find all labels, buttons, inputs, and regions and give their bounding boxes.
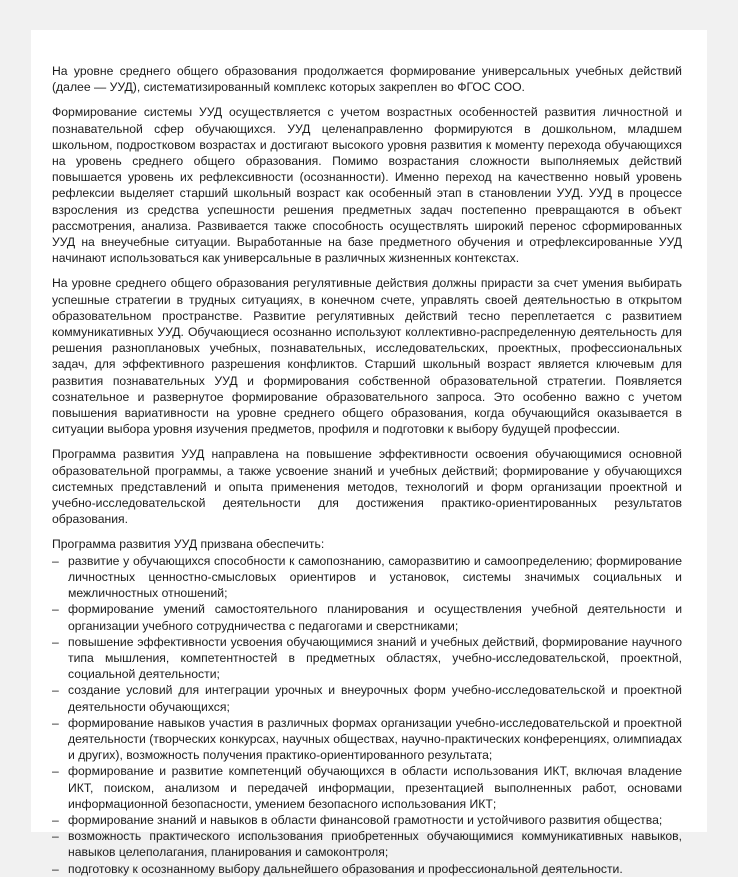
paragraph-uud-system: Формирование системы УУД осуществляется с учетом возрастных особенностей развития личностной и познавательной сфер обучающихся. УУД целенаправленно формируются в дошкольном, младшем школьном, подростковом возрастах и достигают высокого уровня развития к моменту перехода обучающихся на уровень среднего общего образования. Помимо возрастания сложности выполняемых действий повышается уровень их рефлексивности (осознанности). Именно переход на качественно новый уровень рефлексии выделяет старший школьный возраст как особенный этап в становлении УУД. УУД в процессе взросления из средства успешности решения предметных задач постепенно превращаются в объект рассмотрения, анализа. Развивается также способность осуществлять широкий перенос сформированных УУД на внеучебные ситуации. Выработанные на базе предметного обучения и отрефлексированные УУД начинают использоваться как универсальные в различных жизненных контекстах. — [52, 105, 682, 266]
list-item-text: подготовку к осознанному выбору дальнейшего образования и профессиональной деятельности. — [68, 861, 623, 876]
dash-bullet: – — [52, 829, 59, 844]
list-item-text: формирование знаний и навыков в области финансовой грамотности и устойчивого развития общества; — [68, 812, 663, 827]
list-item-text: повышение эффективности усвоения обучающимися знаний и учебных действий, формирование научного типа мышления, компетентностей в предметных областях, учебно-исследовательской, проектной, социальной деятельности; — [68, 634, 682, 682]
list-item — [52, 715, 682, 764]
dash-bullet: – — [52, 602, 59, 617]
paragraph-regulatory-actions: На уровне среднего общего образования регулятивные действия должны прирасти за счет умения выбирать успешные стратегии в трудных ситуациях, в конечном счете, управлять своей деятельностью в открытом образовательном пространстве. Развитие регулятивных действий тесно переплетается с развитием коммуникативных УУД. Обучающиеся осознанно используют коллективно-распределенную деятельность для решения разноплановых учебных, познавательных, исследовательских, проектных, профессиональных задач, для эффективного разрешения конфликтов. Старший школьный возраст является ключевым для развития познавательных УУД и формирования собственной образовательной стратегии. Появляется сознательное и развернутое формирование образовательного запроса. Это особенно важно с учетом повышения вариативности на уровне среднего общего образования, когда обучающийся оказывается в ситуации выбора уровня изучения предметов, профиля и подготовки к выбору будущей профессии. — [52, 276, 682, 437]
dash-bullet: – — [52, 553, 59, 568]
list-item — [52, 812, 682, 828]
list-item — [52, 861, 682, 877]
list-intro: Программа развития УУД призвана обеспечить: — [52, 537, 325, 552]
document-page — [31, 30, 707, 876]
list-item-text: формирование навыков участия в различных формах организации учебно-исследовательской и проектной деятельности (творческих конкурсах, научных обществах, научно-практических конференциях, олимпиадах и других), возможность получения практико-ориентированного результата; — [68, 715, 682, 763]
list-item-text: создание условий для интеграции урочных и внеурочных форм учебно-исследовательской и проектной деятельности обучающихся; — [68, 683, 682, 714]
list-item — [52, 601, 682, 633]
list-item — [52, 682, 682, 714]
list-item — [52, 634, 682, 683]
list-item — [52, 553, 682, 602]
list-item-text: возможность практического использования приобретенных обучающимися коммуникативных навыков, навыков целеполагания, планирования и самоконтроля; — [68, 829, 682, 860]
dash-bullet: – — [52, 715, 59, 730]
dash-bullet: – — [52, 634, 59, 649]
paragraph-program-aims: Программа развития УУД направлена на повышение эффективности освоения обучающимися основной образовательной программы, а также усвоение знаний и учебных действий; формирование у обучающихся системных представлений и опыта применения методов, технологий и форм организации проектной и учебно-исследовательской деятельности для достижения практико-ориентированных результатов образования. — [52, 447, 682, 527]
list-item-text: формирование умений самостоятельного планирования и осуществления учебной деятельности и организации учебного сотрудничества с педагогами и сверстниками; — [68, 602, 682, 633]
dash-bullet: – — [52, 861, 59, 876]
paragraph-intro: На уровне среднего общего образования продолжается формирование универсальных учебных действий (далее — УУД), систематизированный комплекс которых закреплен во ФГОС СОО. — [52, 64, 682, 95]
list-item-text: развитие у обучающихся способности к самопознанию, саморазвитию и самоопределению; формирование личностных ценностно-смысловых ориентиров и установок, системы значимых социальных и межличностных отношений; — [68, 553, 682, 601]
list-item-text: формирование и развитие компетенций обучающихся в области использования ИКТ, включая владение ИКТ, поиском, анализом и передачей информации, презентацией выполненных работ, основами информационной безопасности, умением безопасного использования ИКТ; — [68, 764, 682, 811]
list-item — [52, 828, 682, 860]
dash-bullet: – — [52, 683, 59, 698]
document-text — [52, 63, 682, 877]
dash-bullet: – — [52, 764, 59, 779]
goals-list — [52, 553, 682, 877]
dash-bullet: – — [52, 812, 59, 827]
list-item — [52, 763, 682, 812]
